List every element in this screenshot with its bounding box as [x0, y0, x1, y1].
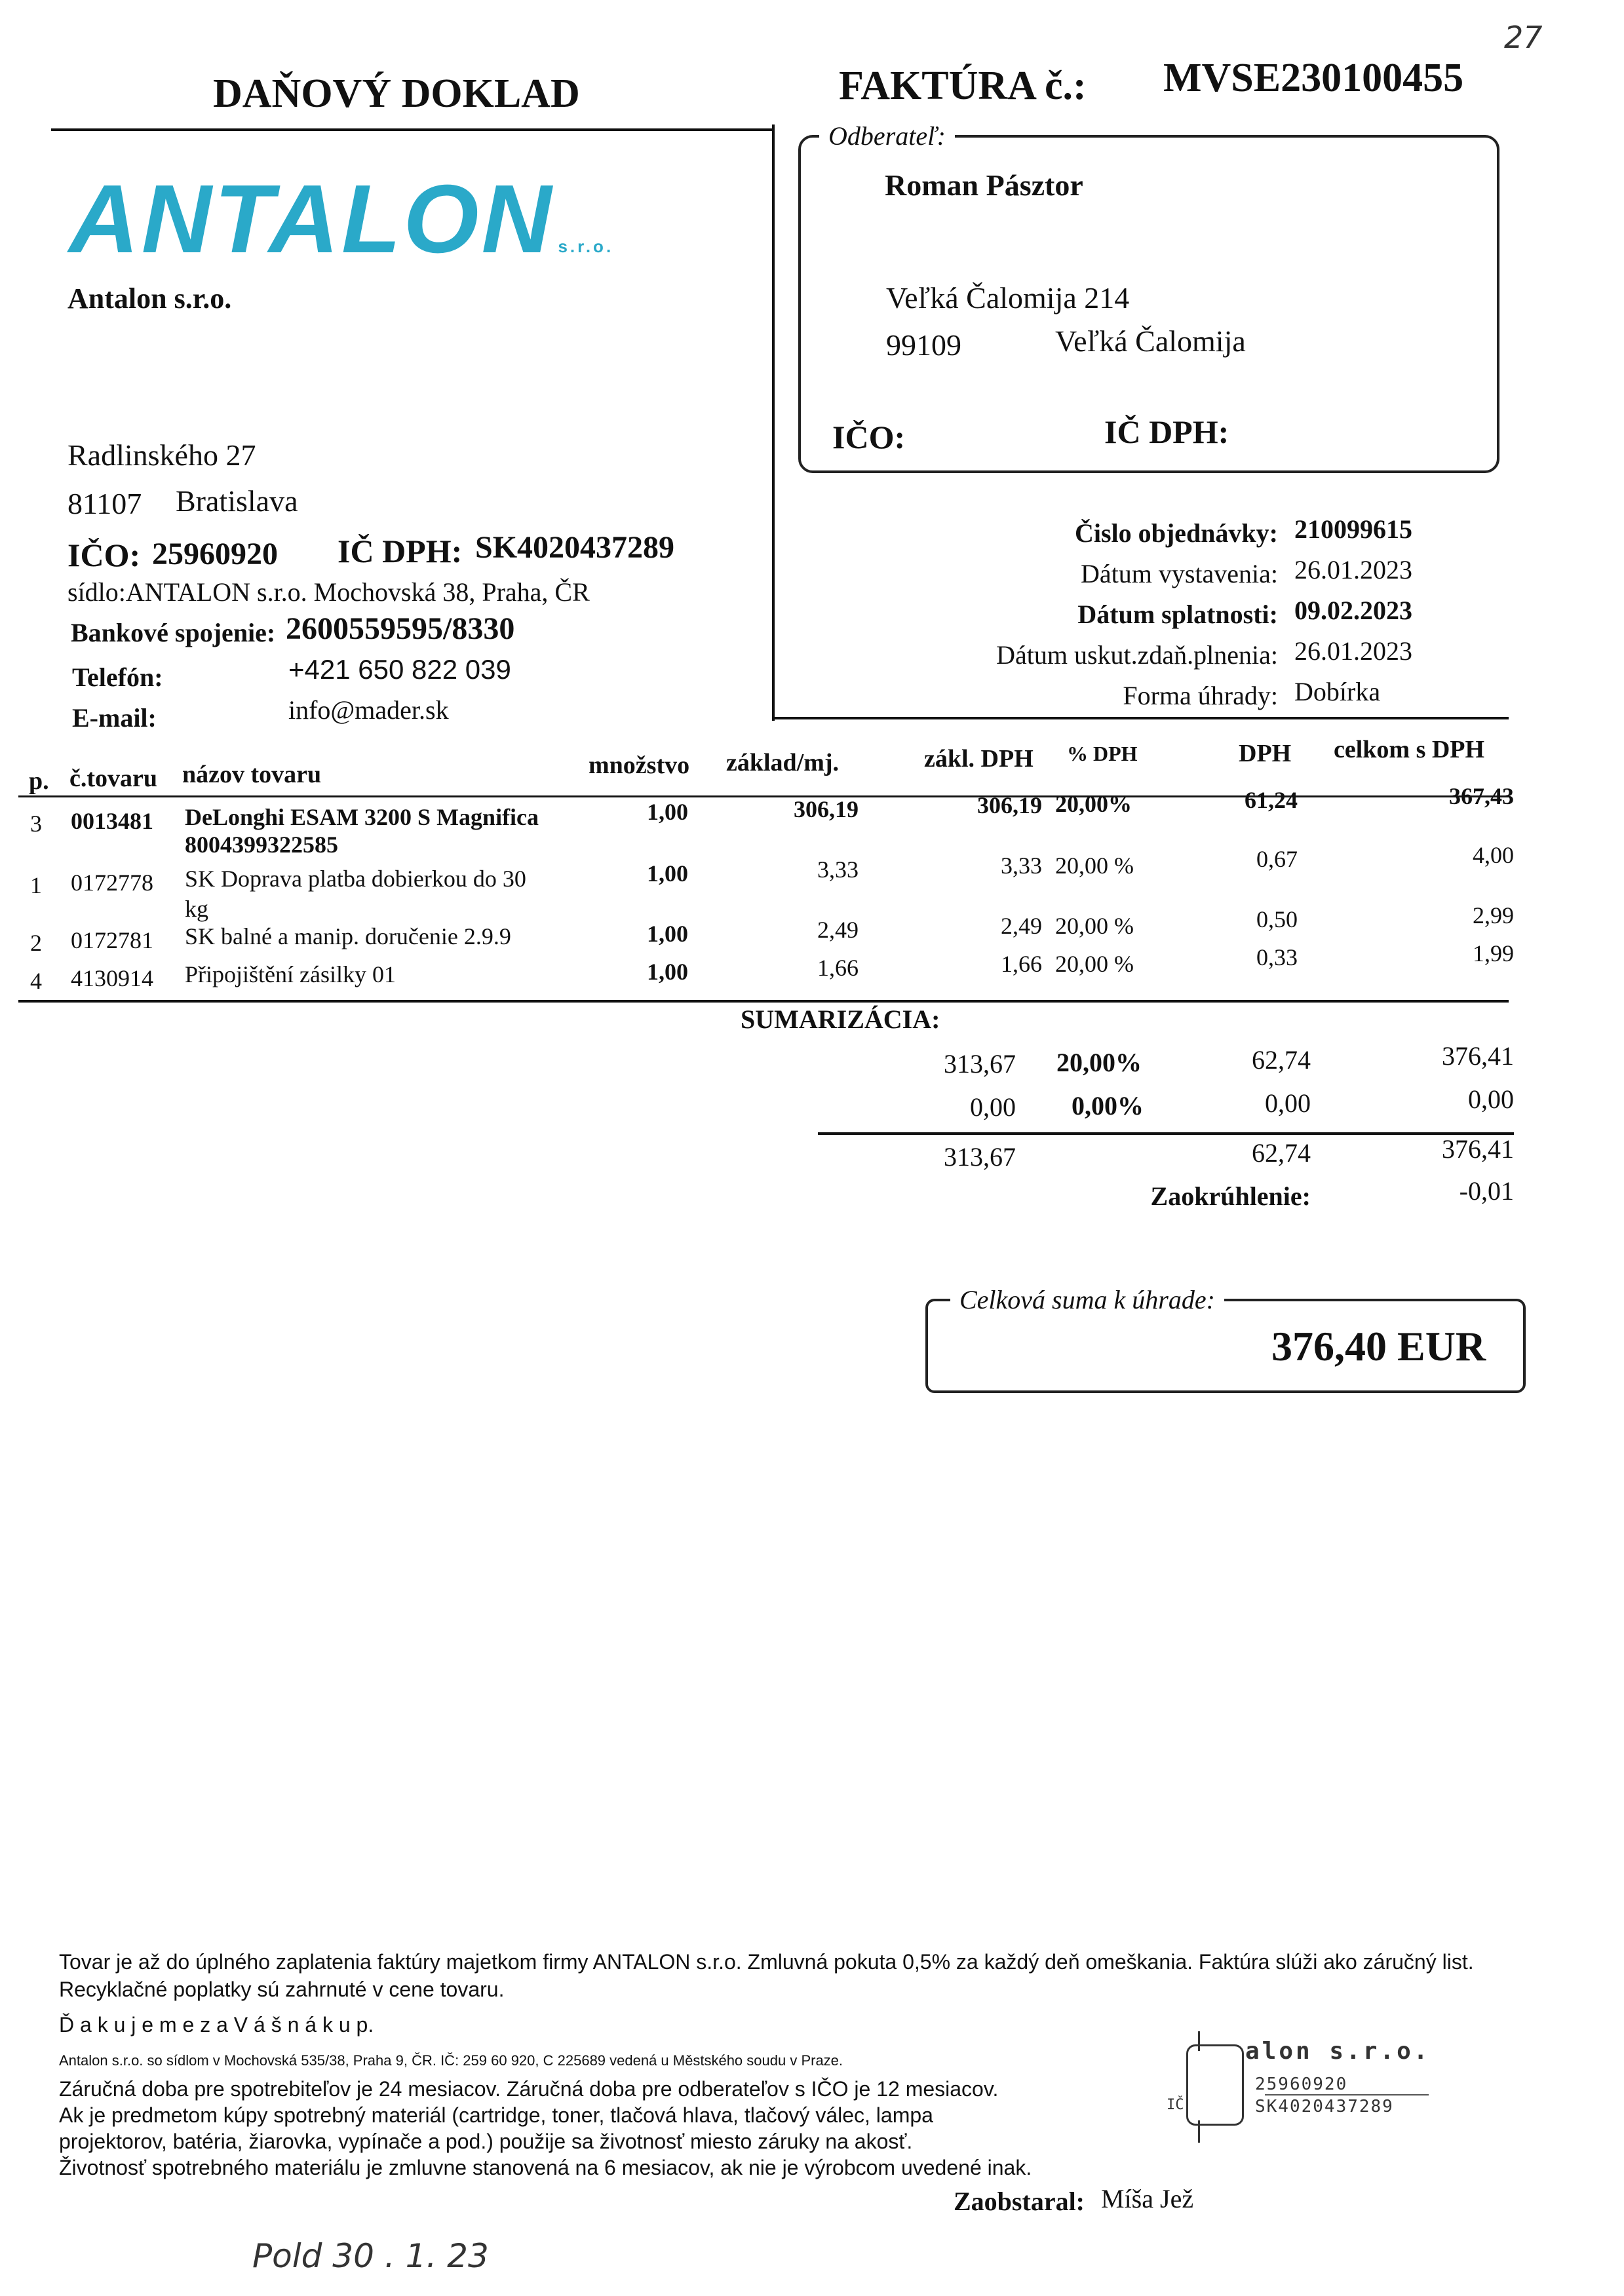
row-name-cont: kg — [185, 896, 208, 922]
buyer-icdph-label: IČ DPH: — [1104, 413, 1229, 450]
buyer-ico-label: IČO: — [832, 419, 906, 455]
row-position: 4 — [30, 968, 42, 994]
header-rule-left — [51, 128, 772, 131]
row-vat: 0,50 — [1256, 906, 1298, 932]
row-total: 367,43 — [1449, 783, 1514, 809]
seller-icdph-label: IČ DPH: — [338, 533, 463, 569]
summary-total-0: 0,00 — [1468, 1084, 1514, 1114]
buyer-legend: Odberateľ: — [819, 121, 955, 151]
seller-email: info@mader.sk — [288, 695, 449, 725]
row-vat-base: 1,66 — [1001, 951, 1042, 977]
col-header-total: celkom s DPH — [1334, 736, 1485, 763]
rounding-value: -0,01 — [1459, 1176, 1514, 1206]
row-unit-price: 306,19 — [794, 796, 859, 822]
stamp-ico: 25960920 — [1255, 2075, 1348, 2094]
summary-pct-0: 0,00% — [1072, 1091, 1144, 1120]
order-info-rule — [775, 717, 1509, 719]
stamp-icdph: SK4020437289 — [1255, 2097, 1394, 2116]
payment-method-label: Forma úhrady: — [1123, 681, 1278, 710]
payment-method: Dobírka — [1294, 677, 1381, 706]
row-vat: 0,33 — [1256, 944, 1298, 970]
rounding-label: Zaokrúhlenie: — [1150, 1181, 1311, 1211]
stamp-mark-line — [1198, 2031, 1200, 2051]
summary-title: SUMARIZÁCIA: — [741, 1004, 940, 1034]
summary-total-vat: 62,74 — [1252, 1138, 1311, 1168]
summary-total-base: 313,67 — [944, 1142, 1016, 1172]
footer-company-registration: Antalon s.r.o. so sídlom v Mochovská 535/38, Praha 9, ČR. IČ: 259 60 920, C 225689 vedená u Městského soudu v Praze. — [59, 2052, 843, 2069]
summary-base-20: 313,67 — [944, 1049, 1016, 1079]
seller-bank-label: Bankové spojenie: — [71, 618, 276, 647]
stamp-underline — [1265, 2094, 1429, 2095]
row-name: SK balné a manip. doručenie 2.9.9 — [185, 923, 511, 949]
invoice-label: FAKTÚRA č.: — [839, 64, 1087, 108]
row-position: 1 — [30, 872, 42, 898]
row-name-ean: 8004399322585 — [185, 832, 338, 858]
invoice-number: MVSE230100455 — [1163, 56, 1464, 100]
col-header-unit-price: základ/mj. — [726, 749, 840, 776]
seller-city: Bratislava — [176, 484, 298, 518]
row-position: 3 — [30, 811, 42, 837]
seller-icdph: SK4020437289 — [475, 530, 675, 565]
summary-pct-20: 20,00% — [1056, 1048, 1142, 1077]
row-unit-price: 1,66 — [817, 955, 859, 981]
row-code: 0172778 — [71, 870, 153, 896]
row-name: Připojištění zásilky 01 — [185, 961, 396, 987]
row-vat-percent: 20,00% — [1055, 791, 1132, 817]
summary-vat-0: 0,00 — [1265, 1088, 1311, 1118]
due-date: 09.02.2023 — [1294, 596, 1412, 625]
row-code: 4130914 — [71, 965, 153, 991]
footer-recycling-note: Recyklačné poplatky sú zahrnuté v cene tovaru. — [59, 1978, 505, 2001]
row-vat-base: 3,33 — [1001, 852, 1042, 879]
footer-thanks: Ď a k u j e m e z a V á š n á k u p. — [59, 2013, 374, 2037]
col-header-name: názov tovaru — [182, 761, 322, 788]
col-header-vat-percent: % DPH — [1067, 742, 1138, 765]
seller-zip: 81107 — [68, 487, 142, 520]
buyer-name: Roman Pásztor — [885, 168, 1083, 202]
document-title: DAŇOVÝ DOKLAD — [213, 71, 580, 116]
grand-total-legend: Celková suma k úhrade: — [950, 1284, 1224, 1315]
buyer-zip: 99109 — [886, 328, 961, 362]
col-header-position: p. — [29, 767, 49, 795]
col-header-quantity: množstvo — [589, 752, 690, 779]
footer-consumables-1: Ak je predmetom kúpy spotrebný materiál (cartridge, toner, tlačová hlava, tlačový válec, lampa — [59, 2103, 933, 2127]
row-total: 1,99 — [1473, 940, 1514, 966]
row-quantity: 1,00 — [647, 921, 688, 947]
supplier-label: Zaobstaral: — [954, 2187, 1085, 2216]
row-vat-percent: 20,00 % — [1055, 951, 1134, 977]
row-quantity: 1,00 — [647, 959, 688, 985]
logo-wordmark: ANTALON — [69, 165, 554, 273]
row-name: DeLonghi ESAM 3200 S Magnifica — [185, 804, 539, 830]
supplier-name: Míša Jež — [1101, 2184, 1194, 2213]
seller-bank-account: 2600559595/8330 — [286, 611, 515, 646]
summary-base-0: 0,00 — [970, 1092, 1016, 1122]
row-vat-base: 2,49 — [1001, 913, 1042, 939]
row-vat: 0,67 — [1256, 846, 1298, 872]
row-quantity: 1,00 — [647, 860, 688, 887]
issue-date-label: Dátum vystavenia: — [1080, 559, 1278, 588]
seller-phone: +421 650 822 039 — [288, 654, 511, 685]
antalon-logo — [69, 164, 613, 275]
row-position: 2 — [30, 930, 42, 956]
row-code: 0013481 — [71, 808, 153, 834]
row-vat-percent: 20,00 % — [1055, 913, 1134, 939]
tax-date: 26.01.2023 — [1294, 636, 1412, 666]
header-column-divider — [772, 124, 775, 721]
footer-consumables-3: Životnosť spotrebného materiálu je zmluvne stanovená na 6 mesiacov, ak nie je výrobcom uvedené inak. — [59, 2156, 1032, 2179]
seller-ico-label: IČO: — [68, 537, 141, 573]
seller-ico: 25960920 — [152, 537, 278, 571]
row-unit-price: 2,49 — [817, 917, 859, 943]
tax-date-label: Dátum uskut.zdaň.plnenia: — [996, 640, 1278, 670]
seller-phone-label: Telefón: — [72, 662, 163, 692]
row-name: SK Doprava platba dobierkou do 30 — [185, 866, 526, 892]
row-vat: 61,24 — [1245, 787, 1298, 813]
buyer-street: Veľká Čalomija 214 — [886, 281, 1130, 315]
summary-vat-20: 62,74 — [1252, 1045, 1311, 1075]
row-total: 4,00 — [1473, 842, 1514, 868]
footer-warranty: Záručná doba pre spotrebiteľov je 24 mesiacov. Záručná doba pre odberateľov s IČO je 12 mesiacov. — [59, 2077, 999, 2101]
company-stamp — [1167, 2031, 1442, 2143]
order-number: 210099615 — [1294, 514, 1412, 544]
seller-street: Radlinského 27 — [68, 438, 256, 472]
row-vat-percent: 20,00 % — [1055, 852, 1134, 879]
buyer-city: Veľká Čalomija — [1055, 324, 1246, 358]
issue-date: 26.01.2023 — [1294, 555, 1412, 584]
corner-handwritten-note: 27 — [1504, 20, 1543, 55]
stamp-company: alon s.r.o. — [1245, 2038, 1431, 2065]
order-number-label: Čislo objednávky: — [1074, 518, 1278, 548]
stamp-mark-line — [1198, 2120, 1200, 2143]
stamp-redaction-box — [1186, 2044, 1244, 2126]
row-vat-base: 306,19 — [977, 792, 1042, 818]
col-header-code: č.tovaru — [69, 765, 158, 792]
col-header-vat-base: zákl. DPH — [924, 745, 1034, 773]
seller-email-label: E-mail: — [72, 703, 157, 733]
footer-ownership-note: Tovar je až do úplného zaplatenia faktúry majetkom firmy ANTALON s.r.o. Zmluvná pokuta 0,5% za každý deň omeškania. Faktúra slúži ako záručný list. — [59, 1950, 1474, 1974]
seller-name: Antalon s.r.o. — [68, 282, 232, 315]
handwritten-date-note: Pold 30 . 1. 23 — [252, 2237, 489, 2275]
footer-consumables-2: projektorov, batéria, žiarovka, vypínače a pod.) použije sa životnosť miesto záruky na akosť. — [59, 2130, 913, 2153]
logo-suffix: s.r.o. — [558, 237, 614, 256]
summary-total-20: 376,41 — [1442, 1041, 1514, 1071]
table-bottom-rule — [18, 1000, 1509, 1003]
summary-grand-total: 376,41 — [1442, 1134, 1514, 1164]
grand-total-value: 376,40 EUR — [1271, 1323, 1486, 1369]
row-total: 2,99 — [1473, 902, 1514, 928]
row-code: 0172781 — [71, 927, 153, 953]
seller-seat: sídlo:ANTALON s.r.o. Mochovská 38, Praha, ČR — [68, 577, 590, 607]
col-header-vat: DPH — [1239, 740, 1292, 767]
stamp-prefix: IČ — [1167, 2097, 1184, 2113]
row-unit-price: 3,33 — [817, 856, 859, 883]
due-date-label: Dátum splatnosti: — [1077, 600, 1278, 629]
row-quantity: 1,00 — [647, 799, 688, 825]
